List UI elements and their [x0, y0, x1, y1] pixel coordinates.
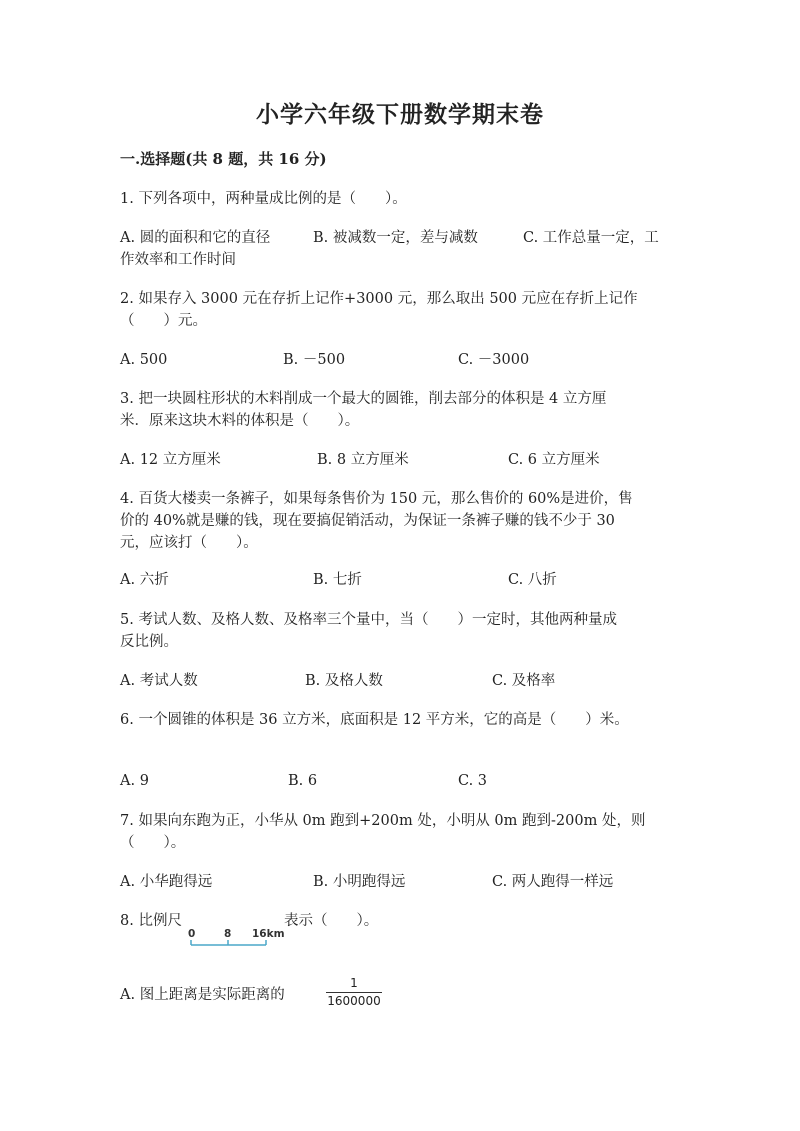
question-3-option-a: A. 12 立方厘米: [120, 452, 221, 468]
question-7-text-line-1: 7. 如果向东跑为正，小华从 0m 跑到+200m 处，小明从 0m 跑到-200m 处，则: [120, 813, 646, 829]
question-8-fraction: [324, 976, 384, 1009]
question-6-option-a: A. 9: [120, 773, 149, 789]
question-7-text-line-2: （ ）。: [120, 835, 186, 851]
fraction-bar: [326, 992, 382, 993]
question-1-text: 1. 下列各项中，两种量成比例的是（ ）。: [120, 191, 407, 207]
question-5-text-line-1: 5. 考试人数、及格人数、及格率三个量中，当（ ）一定时，其他两种量成: [120, 612, 617, 628]
question-3-option-c: C. 6 立方厘米: [508, 452, 600, 468]
question-8-text-end: 表示（ ）。: [284, 913, 379, 929]
question-4-text-line-3: 元，应该打（ ）。: [120, 535, 258, 551]
scale-label-0: 0: [188, 928, 196, 940]
question-1-option-c: C. 工作总量一定，工: [523, 230, 659, 246]
question-2-option-a: A. 500: [120, 352, 168, 368]
question-5-option-c: C. 及格率: [492, 673, 556, 689]
question-3-option-b: B. 8 立方厘米: [317, 452, 409, 468]
question-2-text-line-1: 2. 如果存入 3000 元在存折上记作+3000 元，那么取出 500 元应在存折上记作: [120, 291, 638, 307]
question-7-option-c: C. 两人跑得一样远: [492, 874, 614, 890]
question-4-option-a: A. 六折: [120, 572, 169, 588]
section-heading: 一.选择题(共 8 题，共 16 分): [120, 150, 327, 168]
question-6-option-b: B. 6: [288, 773, 318, 789]
fraction-denominator: 1600000: [327, 994, 381, 1008]
question-5-option-a: A. 考试人数: [120, 673, 198, 689]
question-2-option-b: B. －500: [283, 352, 346, 368]
question-4-option-c: C. 八折: [508, 572, 557, 588]
scale-bar-figure: [186, 926, 285, 952]
exam-title: 小学六年级下册数学期末卷: [256, 101, 544, 128]
question-7-option-a: A. 小华跑得远: [120, 874, 213, 890]
question-5-text-line-2: 反比例。: [120, 634, 178, 650]
question-3-text-line-2: 米．原来这块木料的体积是（ ）。: [120, 413, 360, 429]
question-7-option-b: B. 小明跑得远: [313, 874, 406, 890]
question-4-text-line-1: 4. 百货大楼卖一条裤子，如果每条售价为 150 元，那么售价的 60%是进价，售: [120, 491, 633, 507]
question-4-text-line-2: 价的 40%就是赚的钱，现在要搞促销活动，为保证一条裤子赚的钱不少于 30: [120, 513, 615, 529]
question-2-text-line-2: （ ）元。: [120, 313, 207, 329]
question-1-option-c-continued: 作效率和工作时间: [120, 252, 236, 268]
question-8-option-a: A. 图上距离是实际距离的: [120, 987, 285, 1003]
scale-label-8: 8: [224, 928, 232, 940]
question-2-option-c: C. －3000: [458, 352, 530, 368]
scale-label-16km: 16km: [252, 928, 285, 940]
question-6-text: 6. 一个圆锥的体积是 36 立方米，底面积是 12 平方米，它的高是（ ）米。: [120, 712, 629, 728]
question-4-option-b: B. 七折: [313, 572, 362, 588]
question-8-text-start: 8. 比例尺: [120, 913, 182, 929]
question-5-option-b: B. 及格人数: [305, 673, 383, 689]
fraction-numerator: 1: [350, 976, 358, 990]
question-3-text-line-1: 3. 把一块圆柱形状的木料削成一个最大的圆锥，削去部分的体积是 4 立方厘: [120, 391, 607, 407]
question-1-option-b: B. 被减数一定，差与减数: [313, 230, 478, 246]
question-6-option-c: C. 3: [458, 773, 488, 789]
question-1-option-a: A. 圆的面积和它的直径: [120, 230, 271, 246]
